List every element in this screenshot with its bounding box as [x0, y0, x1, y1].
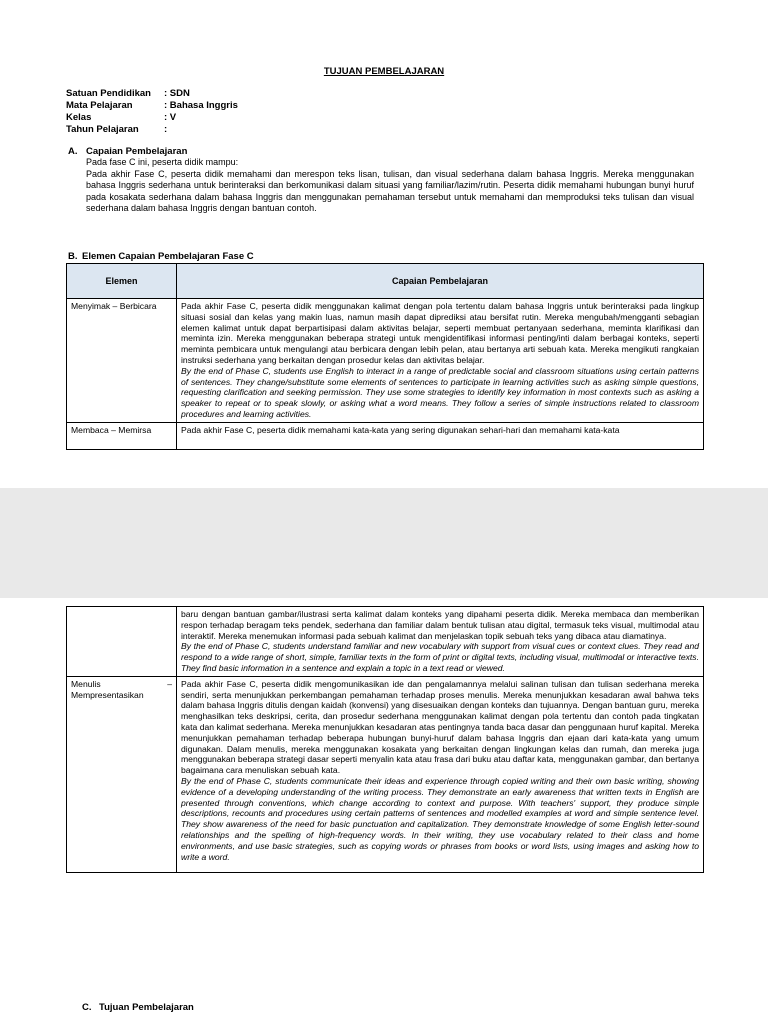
capaian-cell	[177, 299, 704, 423]
document-title: TUJUAN PEMBELAJARAN	[323, 66, 445, 77]
intro-line: Pada fase C ini, peserta didik mampu:	[86, 157, 239, 167]
capaian-en: By the end of Phase C, students communicate their ideas and experience through copied writing and their own basic writing, showing evidence of a developing understanding of the writing process. They demonstrate an early awareness that written texts in English are presented through conventions, which change according to context and purpose. With teachers' support, they produce simple descriptions, recounts and procedures using certain patterns of sentences and modelled examples at word and simple sentence level. They show awareness of the need for basic punctuation and capitalization. They demonstrate knowledge of some English letter-sound relationships and the spelling of high-frequency words. In their writing, they use vocabulary related to their class and home environments, and use basic strategies, such as copying words or phrases from books or word lists, using images and asking how to write a word.	[181, 775, 699, 862]
capaian-en: By the end of Phase C, students understand familiar and new vocabulary with support from visual cues or context clues. They read and respond to a wide range of short, simple, familiar texts in the form of print or digital texts, including visual, multimodal or interactive texts. They find basic information in a sentence and explain a topic in a text read or viewed.	[181, 641, 699, 673]
header-elemen: Elemen	[67, 264, 177, 299]
meta-row	[66, 124, 238, 136]
capaian-en: By the end of Phase C, students use English to interact in a range of predictable social and classroom situations using certain patterns of sentences. They change/substitute some elements of sentences to participate in learning activities such as asking simple questions, requesting clarification and seeking permission. They use some strategies to identify key information in most contexts such as asking a speaker to repeat or to speak slowly, or asking what a word means. They follow a series of simple instructions related to classroom procedures and learning activities.	[181, 365, 699, 419]
capaian-cell	[177, 607, 704, 677]
capaian-id: Pada akhir Fase C, peserta didik memahami kata-kata yang sering digunakan sehari-hari dan memahami kata-kata	[181, 424, 620, 435]
section-number: B.	[68, 251, 78, 262]
meta-label: Tahun Pelajaran	[66, 124, 139, 135]
page-break	[0, 488, 768, 598]
elemen-part: Menulis	[71, 678, 101, 689]
section-b-heading	[68, 251, 254, 262]
capaian-id: Pada akhir Fase C, peserta didik menggunakan kalimat dengan pola tertentu dalam bahasa Inggris untuk berinteraksi pada lingkup situasi sosial dan kelas yang makin luas, namun masih dapat diprediksi atau bersifat rutin. Mereka mengubah/mengganti sebagian elemen kalimat untuk dapat berpartisipasi dalam aktivitas belajar, seperti membuat pertanyaan sederhana, meminta klarifikasi dan meminta izin. Mereka menggunakan beberapa strategi untuk mengidentifikasi informasi penting/inti dalam berbagai konteks, seperti meminta pembicara untuk mengulangi atau berbicara dengan lebih pelan, atau bertanya arti sebuah kata. Mereka mengikuti rangkaian instruksi sederhana yang berkaitan dengan prosedur kelas dan aktivitas belajar.	[181, 301, 699, 365]
section-c-heading	[82, 1002, 194, 1013]
section-a-heading	[68, 146, 694, 157]
elemen-cell	[67, 607, 177, 677]
table-row	[67, 422, 704, 449]
elemen-cell: Membaca – Memirsa	[67, 422, 177, 449]
table-header-row	[67, 264, 704, 299]
section-a-body	[86, 157, 694, 215]
section-title: Capaian Pembelajaran	[86, 146, 188, 157]
capaian-cell	[177, 676, 704, 873]
section-number: A.	[68, 146, 78, 157]
elemen-cell	[67, 676, 177, 873]
meta-label: Mata Pelajaran	[66, 100, 133, 111]
meta-label: Kelas	[66, 112, 92, 123]
table-row	[67, 676, 704, 873]
elemen-line	[71, 679, 172, 690]
meta-label: Satuan Pendidikan	[66, 88, 151, 99]
capaian-id: baru dengan bantuan gambar/ilustrasi serta kalimat dalam konteks yang dipahami peserta didik. Mereka membaca dan memberikan respon terhadap beragam teks pendek, sederhana dan familiar dalam bentuk tulisan atau digital, termasuk teks visual, multimodal atau interaktif. Mereka menemukan informasi pada sebuah kalimat dan menjelaskan topik sebuah teks yang dibaca atau diamatinya.	[181, 609, 699, 641]
meta-value: : Bahasa Inggris	[164, 100, 238, 111]
capaian-id: Pada akhir Fase C, peserta didik mengomunikasikan ide dan pengalamannya melalui salinan tulisan dan tulisan sederhana mereka sendiri, serta menunjukkan perkembangan pemahaman terhadap proses menulis. Mereka menunjukkan kesadaran awal bahwa teks dalam bahasa Inggris ditulis dengan kaidah (konvensi) yang disesuaikan dengan konteks dan tujuannya. Dengan bantuan guru, mereka menghasilkan teks deskripsi, cerita, dan prosedur sederhana menggunakan kalimat dengan pola tertentu dan contoh pada tingkatan kata dan kalimat sederhana. Mereka menunjukkan kesadaran atas pentingnya tanda baca dasar dan penggunaan huruf kapital. Mereka menunjukkan pemahaman terhadap beberapa hubungan bunyi-huruf dalam bahasa Inggris dan ejaan dari kata-kata yang umum digunakan. Dalam menulis, mereka menggunakan kosakata yang berkaitan dengan lingkungan kelas dan rumah, dan mereka juga menggunakan beberapa strategi dasar seperti menyalin kata atau frasa dari buku atau daftar kata, menggunakan gambar, dan bertanya bagaimana cara menuliskan sebuah kata.	[181, 678, 699, 776]
meta-row	[66, 88, 238, 100]
elemen-cell: Menyimak – Berbicara	[67, 299, 177, 423]
cp-table	[66, 263, 704, 450]
cp-table-continued	[66, 606, 704, 873]
meta-value: : SDN	[164, 88, 190, 99]
elemen-part: Mempresentasikan	[71, 689, 144, 700]
meta-row	[66, 112, 238, 124]
capaian-cell	[177, 422, 704, 449]
section-title: Elemen Capaian Pembelajaran Fase C	[82, 251, 254, 262]
meta-value: :	[164, 124, 168, 135]
header-capaian: Capaian Pembelajaran	[177, 264, 704, 299]
meta-row	[66, 100, 238, 112]
section-a	[68, 146, 694, 215]
table-row	[67, 607, 704, 677]
section-number: C.	[82, 1002, 92, 1013]
table-row	[67, 299, 704, 423]
paragraph: Pada akhir Fase C, peserta didik memahami dan merespon teks lisan, tulisan, dan visual sederhana dalam bahasa Inggris. Mereka menggunakan bahasa Inggris sederhana untuk berinteraksi dan berkomunikasi dalam situasi yang familiar/lazim/rutin. Peserta didik memahami hubungan bunyi huruf pada kosakata sederhana dalam bahasa Inggris dan menggunakan pemahaman tersebut untuk memahami dan memproduksi teks tulisan dan visual sederhana dalam bahasa Inggris dengan bantuan contoh.	[86, 168, 694, 213]
meta-value: : V	[164, 112, 177, 123]
section-title: Tujuan Pembelajaran	[99, 1002, 194, 1013]
identity-block	[66, 88, 238, 136]
elemen-dash: –	[167, 678, 172, 689]
